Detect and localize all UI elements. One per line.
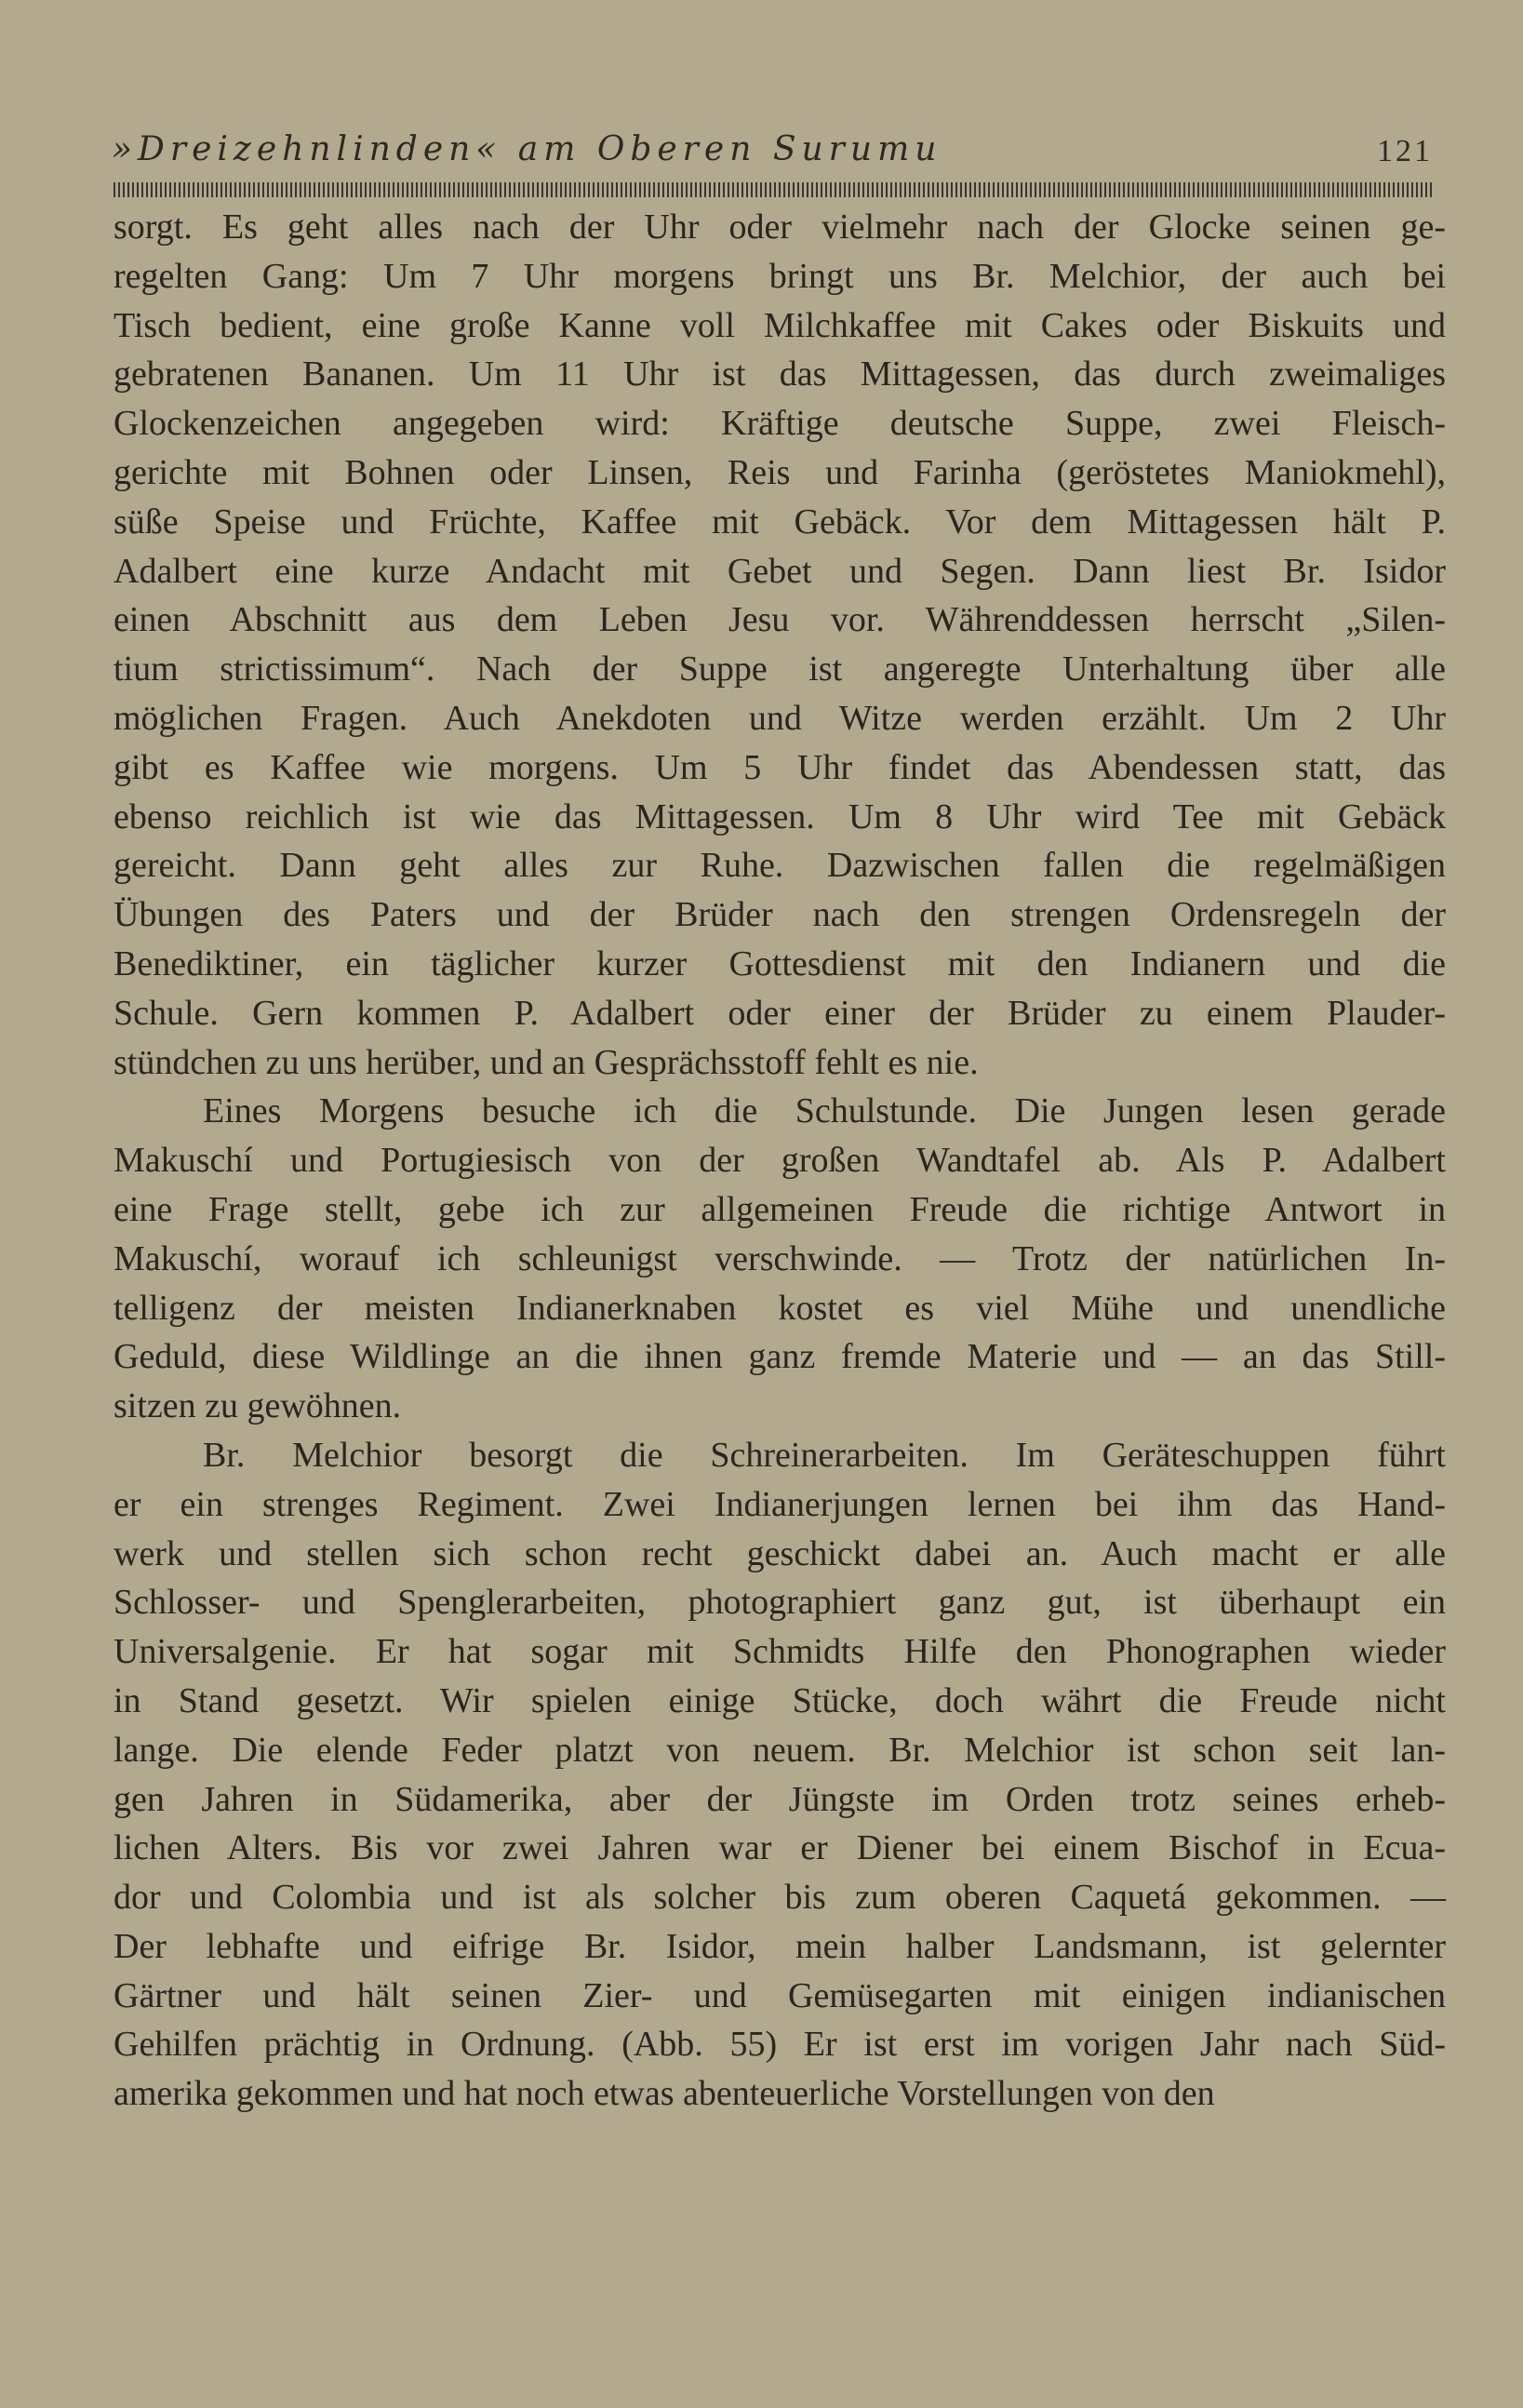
text-line: Makuschí und Portugiesisch von der großen Wandtafel ab. Als P. Adalbert bbox=[114, 1141, 1446, 1181]
text-line: lichen Alters. Bis vor zwei Jahren war er Diener bei einem Bischof in Ecua- bbox=[114, 1828, 1446, 1868]
text-line: Schlosser- und Spenglerarbeiten, photographiert ganz gut, ist überhaupt ein bbox=[114, 1583, 1446, 1623]
text-line: sitzen zu gewöhnen. bbox=[114, 1386, 402, 1426]
text-line: Glockenzeichen angegeben wird: Kräftige deutsche Suppe, zwei Fleisch- bbox=[114, 404, 1446, 444]
paragraph bbox=[114, 203, 1446, 1087]
text-line: er ein strenges Regiment. Zwei Indianerjungen lernen bei ihm das Hand- bbox=[114, 1484, 1446, 1524]
paragraph bbox=[114, 1087, 1446, 1431]
text-line: ebenso reichlich ist wie das Mittagessen. Um 8 Uhr wird Tee mit Gebäck bbox=[114, 796, 1446, 836]
text-line: eine Frage stellt, gebe ich zur allgemeinen Freude die richtige Antwort in bbox=[114, 1189, 1446, 1229]
running-title: »Dreizehnlinden« am Oberen Surumu bbox=[112, 130, 942, 168]
text-line: tium strictissimum“. Nach der Suppe ist angeregte Unterhaltung über alle bbox=[114, 649, 1446, 689]
text-line: Br. Melchior besorgt die Schreinerarbeiten. Im Geräteschuppen führt bbox=[203, 1435, 1446, 1475]
text-line: Der lebhafte und eifrige Br. Isidor, mein halber Landsmann, ist gelernter bbox=[114, 1926, 1446, 1966]
text-line: dor und Colombia und ist als solcher bis zum oberen Caquetá gekommen. — bbox=[114, 1878, 1446, 1918]
text-line: Übungen des Paters und der Brüder nach den strengen Ordensregeln der bbox=[114, 895, 1446, 935]
page-header bbox=[112, 130, 1433, 177]
text-line: Benediktiner, ein täglicher kurzer Gottesdienst mit den Indianern und die bbox=[114, 943, 1446, 983]
text-line: süße Speise und Früchte, Kaffee mit Gebäck. Vor dem Mittagessen hält P. bbox=[114, 502, 1446, 542]
text-line: Tisch bedient, eine große Kanne voll Milchkaffee mit Cakes oder Biskuits und bbox=[114, 305, 1446, 345]
text-line: Universalgenie. Er hat sogar mit Schmidts Hilfe den Phonographen wieder bbox=[114, 1632, 1446, 1672]
text-line: gibt es Kaffee wie morgens. Um 5 Uhr findet das Abendessen statt, das bbox=[114, 747, 1446, 787]
text-line: Makuschí, worauf ich schleunigst verschwinde. — Trotz der natürlichen In- bbox=[114, 1238, 1446, 1278]
text-line: gen Jahren in Südamerika, aber der Jüngste im Orden trotz seines erheb- bbox=[114, 1779, 1446, 1819]
text-line: Gehilfen prächtig in Ordnung. (Abb. 55) Er ist erst im vorigen Jahr nach Süd- bbox=[114, 2025, 1446, 2065]
text-line: Adalbert eine kurze Andacht mit Gebet und Segen. Dann liest Br. Isidor bbox=[114, 551, 1446, 591]
text-line: gebratenen Bananen. Um 11 Uhr ist das Mittagessen, das durch zweimaliges bbox=[114, 355, 1446, 395]
text-line: sorgt. Es geht alles nach der Uhr oder vielmehr nach der Glocke seinen ge- bbox=[114, 207, 1446, 247]
page-number: 121 bbox=[1377, 134, 1433, 168]
text-line: einen Abschnitt aus dem Leben Jesu vor. Währenddessen herrscht „Silen- bbox=[114, 600, 1446, 640]
text-line: gereicht. Dann geht alles zur Ruhe. Dazwischen fallen die regelmäßigen bbox=[114, 846, 1446, 886]
text-line: in Stand gesetzt. Wir spielen einige Stücke, doch währt die Freude nicht bbox=[114, 1680, 1446, 1720]
text-line: regelten Gang: Um 7 Uhr morgens bringt uns Br. Melchior, der auch bei bbox=[114, 256, 1446, 296]
text-line: Geduld, diese Wildlinge an die ihnen ganz fremde Materie und — an das Still- bbox=[114, 1337, 1446, 1377]
header-rule bbox=[114, 182, 1433, 197]
text-line: stündchen zu uns herüber, und an Gesprächsstoff fehlt es nie. bbox=[114, 1042, 979, 1082]
paragraph bbox=[114, 1431, 1446, 2119]
text-line: Schule. Gern kommen P. Adalbert oder einer der Brüder zu einem Plauder- bbox=[114, 993, 1446, 1033]
text-line: lange. Die elende Feder platzt von neuem. Br. Melchior ist schon seit lan- bbox=[114, 1730, 1446, 1770]
text-line: telligenz der meisten Indianerknaben kostet es viel Mühe und unendliche bbox=[114, 1288, 1446, 1328]
text-line: Gärtner und hält seinen Zier- und Gemüsegarten mit einigen indianischen bbox=[114, 1975, 1446, 2015]
text-line: gerichte mit Bohnen oder Linsen, Reis und Farinha (geröstetes Maniokmehl), bbox=[114, 452, 1446, 492]
text-line: werk und stellen sich schon recht geschickt dabei an. Auch macht er alle bbox=[114, 1533, 1446, 1573]
text-line: Eines Morgens besuche ich die Schulstunde. Die Jungen lesen gerade bbox=[203, 1091, 1446, 1131]
body-text bbox=[114, 203, 1446, 2119]
text-line: möglichen Fragen. Auch Anekdoten und Witze werden erzählt. Um 2 Uhr bbox=[114, 698, 1446, 738]
text-line: amerika gekommen und hat noch etwas abenteuerliche Vorstellungen von den bbox=[114, 2074, 1215, 2114]
